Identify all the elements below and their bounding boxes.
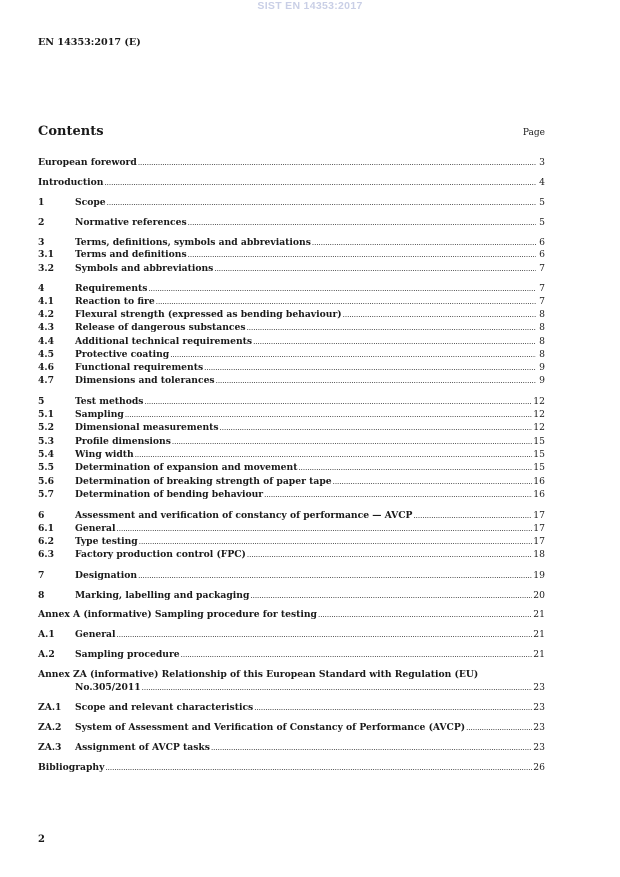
footer-page-number: 2 xyxy=(38,834,45,845)
toc-title: Annex ZA (informative) Relationship of this European Standard with Regulation (EU) xyxy=(38,669,479,680)
toc-number: 5.1 xyxy=(38,409,54,420)
toc-entry-za-3[interactable] xyxy=(38,742,545,754)
toc-title: Functional requirements xyxy=(75,362,204,373)
toc-page: 23 xyxy=(533,702,545,713)
toc-entry-a-1[interactable] xyxy=(38,629,545,641)
toc-page: 15 xyxy=(533,449,545,460)
toc-title: Protective coating xyxy=(75,349,170,360)
toc-number: ZA.1 xyxy=(38,702,62,713)
toc-entry-4-2[interactable] xyxy=(38,309,545,321)
toc-title: Assignment of AVCP tasks xyxy=(75,742,210,753)
toc-page: 3 xyxy=(539,157,545,168)
toc-page: 20 xyxy=(533,590,545,601)
toc-entry-annex-za-line1[interactable] xyxy=(38,669,545,681)
toc-number: 1 xyxy=(38,197,45,208)
toc-entry-5[interactable] xyxy=(38,396,545,408)
toc-title: Requirements xyxy=(75,283,148,294)
toc-page: 18 xyxy=(533,549,545,560)
toc-entry-4[interactable] xyxy=(38,283,545,295)
toc-number: 5.2 xyxy=(38,422,54,433)
toc-title: Dimensions and tolerances xyxy=(75,375,215,386)
toc-page: 21 xyxy=(533,649,545,660)
toc-title: Bibliography xyxy=(38,762,105,773)
toc-entry-4-7[interactable] xyxy=(38,375,545,387)
toc-number: 5.5 xyxy=(38,462,54,473)
contents-heading: Contents xyxy=(38,124,104,139)
toc-entry-5-2[interactable] xyxy=(38,422,545,434)
toc-entry-bibliography[interactable] xyxy=(38,762,545,774)
toc-number: 5.4 xyxy=(38,449,54,460)
toc-entry-za-2[interactable] xyxy=(38,722,545,734)
toc-number: 4.5 xyxy=(38,349,54,360)
document-id: EN 14353:2017 (E) xyxy=(38,37,141,48)
toc-number: 5.6 xyxy=(38,476,54,487)
toc-entry-5-7[interactable] xyxy=(38,489,545,501)
toc-page: 23 xyxy=(533,682,545,693)
toc-number: 8 xyxy=(38,590,45,601)
toc-entry-introduction[interactable] xyxy=(38,177,545,189)
toc-entry-european-foreword[interactable] xyxy=(38,157,545,169)
toc-page: 26 xyxy=(533,762,545,773)
toc-page: 19 xyxy=(533,570,545,581)
toc-page: 15 xyxy=(533,436,545,447)
toc-number: 3.1 xyxy=(38,249,54,260)
toc-title: Introduction xyxy=(38,177,104,188)
toc-number: 5.3 xyxy=(38,436,54,447)
toc-page: 17 xyxy=(533,523,545,534)
toc-number: 6 xyxy=(38,510,45,521)
toc-title: General xyxy=(75,523,116,534)
watermark: SIST EN 14353:2017 xyxy=(257,0,363,12)
toc-number: 5.7 xyxy=(38,489,54,500)
toc-entry-3[interactable] xyxy=(38,237,545,249)
toc-page: 6 xyxy=(539,237,545,248)
toc-title: Release of dangerous substances xyxy=(75,322,246,333)
toc-page: 8 xyxy=(539,322,545,333)
toc-page: 5 xyxy=(539,217,545,228)
toc-number: 7 xyxy=(38,570,45,581)
toc-entry-6-3[interactable] xyxy=(38,549,545,561)
toc-page: 23 xyxy=(533,742,545,753)
toc-page: 17 xyxy=(533,510,545,521)
toc-number: 3.2 xyxy=(38,263,54,274)
toc-entry-4-3[interactable] xyxy=(38,322,545,334)
toc-number: 6.3 xyxy=(38,549,54,560)
toc-entry-6-2[interactable] xyxy=(38,536,545,548)
toc-number: 4.4 xyxy=(38,336,54,347)
toc-title: Determination of expansion and movement xyxy=(75,462,298,473)
toc-title: Wing width xyxy=(75,449,134,460)
toc-title: Scope and relevant characteristics xyxy=(75,702,254,713)
toc-number: 4 xyxy=(38,283,45,294)
toc-title: Designation xyxy=(75,570,138,581)
toc-page: 12 xyxy=(533,396,545,407)
toc-entry-5-1[interactable] xyxy=(38,409,545,421)
toc-title: Sampling xyxy=(75,409,124,420)
toc-number: 4.7 xyxy=(38,375,54,386)
toc-page: 16 xyxy=(533,476,545,487)
toc-page: 12 xyxy=(533,409,545,420)
toc-entry-6[interactable] xyxy=(38,510,545,522)
toc-entry-6-1[interactable] xyxy=(38,523,545,535)
toc-entry-4-6[interactable] xyxy=(38,362,545,374)
toc-title: Marking, labelling and packaging xyxy=(75,590,250,601)
toc-title: Type testing xyxy=(75,536,138,547)
toc-number: 4.2 xyxy=(38,309,54,320)
toc-page: 8 xyxy=(539,349,545,360)
toc-page: 15 xyxy=(533,462,545,473)
toc-number: 5 xyxy=(38,396,45,407)
toc-entry-5-5[interactable] xyxy=(38,462,545,474)
toc-entry-3-1[interactable] xyxy=(38,249,545,261)
toc-page: 8 xyxy=(539,309,545,320)
toc-page: 9 xyxy=(539,362,545,373)
toc-entry-annex-za-line2[interactable] xyxy=(38,682,545,694)
toc-page: 12 xyxy=(533,422,545,433)
toc-title: Reaction to fire xyxy=(75,296,155,307)
toc-title: Sampling procedure xyxy=(75,649,180,660)
toc-entry-7[interactable] xyxy=(38,570,545,582)
toc-page: 23 xyxy=(533,722,545,733)
toc-title: Assessment and verification of constancy of performance — AVCP xyxy=(75,510,413,521)
toc-number: ZA.2 xyxy=(38,722,62,733)
toc-number: 6.2 xyxy=(38,536,54,547)
toc-page: 8 xyxy=(539,336,545,347)
toc-title: Factory production control (FPC) xyxy=(75,549,246,560)
toc-title: Profile dimensions xyxy=(75,436,171,447)
toc-entry-a-2[interactable] xyxy=(38,649,545,661)
toc-number: 3 xyxy=(38,237,45,248)
toc-entry-8[interactable] xyxy=(38,590,545,602)
toc-title: Terms, definitions, symbols and abbreviations xyxy=(75,237,311,248)
toc-page: 6 xyxy=(539,249,545,260)
toc-page: 16 xyxy=(533,489,545,500)
toc-number: ZA.3 xyxy=(38,742,62,753)
toc-entry-annex-a[interactable] xyxy=(38,609,545,621)
toc-title: Scope xyxy=(75,197,106,208)
toc-title: Dimensional measurements xyxy=(75,422,219,433)
page-column-label: Page xyxy=(522,128,545,138)
toc-title: Additional technical requirements xyxy=(75,336,253,347)
toc-page: 4 xyxy=(539,177,545,188)
toc-number: 4.1 xyxy=(38,296,54,307)
toc-entry-5-4[interactable] xyxy=(38,449,545,461)
toc-title: Determination of bending behaviour xyxy=(75,489,264,500)
toc-title: Determination of breaking strength of paper tape xyxy=(75,476,332,487)
toc-page: 7 xyxy=(539,263,545,274)
toc-title: Annex A (informative) Sampling procedure for testing xyxy=(38,609,317,620)
toc-entry-4-5[interactable] xyxy=(38,349,545,361)
toc-title: Terms and definitions xyxy=(75,249,187,260)
toc-page: 7 xyxy=(539,283,545,294)
toc-entry-4-1[interactable] xyxy=(38,296,545,308)
toc-page: 5 xyxy=(539,197,545,208)
toc-entry-5-3[interactable] xyxy=(38,436,545,448)
toc-page: 7 xyxy=(539,296,545,307)
toc-number: A.1 xyxy=(38,629,55,640)
toc-title: Test methods xyxy=(75,396,144,407)
toc-page: 21 xyxy=(533,609,545,620)
toc-entry-1[interactable] xyxy=(38,197,545,209)
toc-number: 6.1 xyxy=(38,523,54,534)
toc-entry-za-1[interactable] xyxy=(38,702,545,714)
toc-number: 4.3 xyxy=(38,322,54,333)
toc-entry-2[interactable] xyxy=(38,217,545,229)
toc-page: 21 xyxy=(533,629,545,640)
toc-page: 9 xyxy=(539,375,545,386)
toc-number: A.2 xyxy=(38,649,55,660)
toc-title-continuation: No.305/2011 xyxy=(75,682,141,693)
toc-title: Flexural strength (expressed as bending behaviour) xyxy=(75,309,342,320)
toc-entry-4-4[interactable] xyxy=(38,336,545,348)
toc-title: System of Assessment and Verification of Constancy of Performance (AVCP) xyxy=(75,722,466,733)
toc-number: 2 xyxy=(38,217,45,228)
toc-title: General xyxy=(75,629,116,640)
toc-entry-3-2[interactable] xyxy=(38,263,545,275)
toc-page: 17 xyxy=(533,536,545,547)
toc-title: European foreword xyxy=(38,157,137,168)
toc-entry-5-6[interactable] xyxy=(38,476,545,488)
toc-number: 4.6 xyxy=(38,362,54,373)
toc-title: Normative references xyxy=(75,217,187,228)
toc-title: Symbols and abbreviations xyxy=(75,263,214,274)
